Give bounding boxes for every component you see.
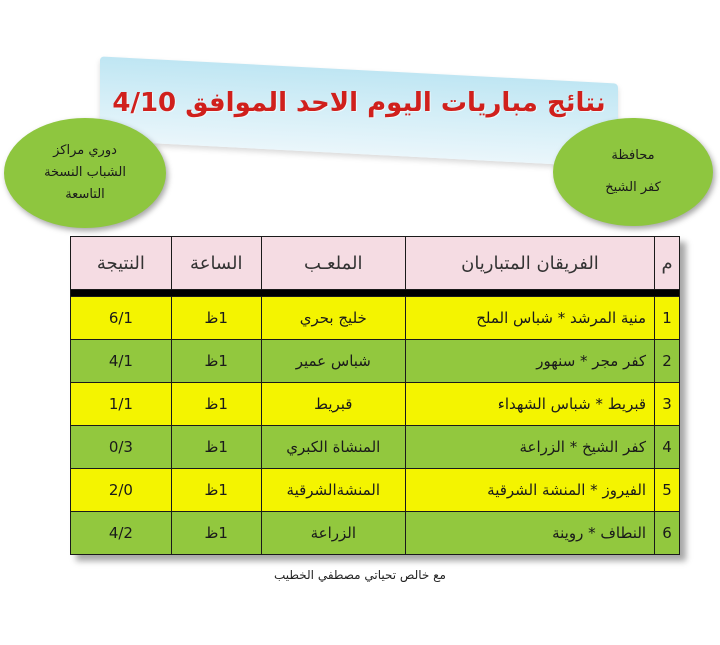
- row-num: 3: [655, 383, 680, 426]
- row-time: 1ظ: [171, 383, 261, 426]
- row-teams: منية المرشد * شباس الملح: [405, 297, 654, 340]
- row-teams: النطاف * روينة: [405, 512, 654, 555]
- row-num: 6: [655, 512, 680, 555]
- row-teams: كفر الشيخ * الزراعة: [405, 426, 654, 469]
- header-teams: الفريقان المتباريان: [405, 237, 654, 290]
- row-time: 1ظ: [171, 426, 261, 469]
- table-row: [71, 469, 680, 512]
- table-row: [71, 297, 680, 340]
- table-row: [71, 512, 680, 555]
- governorate-badge-line: كفر الشيخ: [605, 180, 661, 195]
- table-row: [71, 383, 680, 426]
- footer-signature: مع خالص تحياتي مصطفي الخطيب: [274, 568, 446, 582]
- row-time: 1ظ: [171, 297, 261, 340]
- header-time: الساعة: [171, 237, 261, 290]
- row-result: 4/1: [71, 340, 172, 383]
- header-divider: [71, 290, 680, 297]
- row-stadium: قبريط: [261, 383, 405, 426]
- row-time: 1ظ: [171, 512, 261, 555]
- row-result: 0/3: [71, 426, 172, 469]
- governorate-badge-line: محافظة: [611, 148, 655, 163]
- governorate-badge: [553, 118, 713, 226]
- league-badge-line: الشباب النسخة: [44, 165, 126, 180]
- table-row: [71, 340, 680, 383]
- header-result: النتيجة: [71, 237, 172, 290]
- row-teams: قبريط * شباس الشهداء: [405, 383, 654, 426]
- row-result: 4/2: [71, 512, 172, 555]
- row-stadium: شباس عمير: [261, 340, 405, 383]
- header-stadium: الملعـب: [261, 237, 405, 290]
- league-badge: [4, 118, 166, 228]
- row-stadium: الزراعة: [261, 512, 405, 555]
- row-num: 4: [655, 426, 680, 469]
- row-num: 2: [655, 340, 680, 383]
- row-result: 1/1: [71, 383, 172, 426]
- league-badge-line: التاسعة: [65, 187, 105, 202]
- table-body: [71, 297, 680, 555]
- row-num: 5: [655, 469, 680, 512]
- row-time: 1ظ: [171, 340, 261, 383]
- row-teams: كفر مجر * سنهور: [405, 340, 654, 383]
- page-title: نتائج مباريات اليوم الاحد الموافق 4/10: [112, 88, 606, 118]
- header-num: م: [655, 237, 680, 290]
- row-result: 6/1: [71, 297, 172, 340]
- row-num: 1: [655, 297, 680, 340]
- table-header-row: [71, 237, 680, 290]
- row-teams: الفيروز * المنشة الشرقية: [405, 469, 654, 512]
- table-row: [71, 426, 680, 469]
- row-stadium: المنشةالشرقية: [261, 469, 405, 512]
- row-stadium: المنشاة الكبري: [261, 426, 405, 469]
- results-table: [70, 236, 680, 555]
- row-result: 2/0: [71, 469, 172, 512]
- league-badge-line: دوري مراكز: [53, 143, 117, 158]
- row-stadium: خليج بحري: [261, 297, 405, 340]
- row-time: 1ظ: [171, 469, 261, 512]
